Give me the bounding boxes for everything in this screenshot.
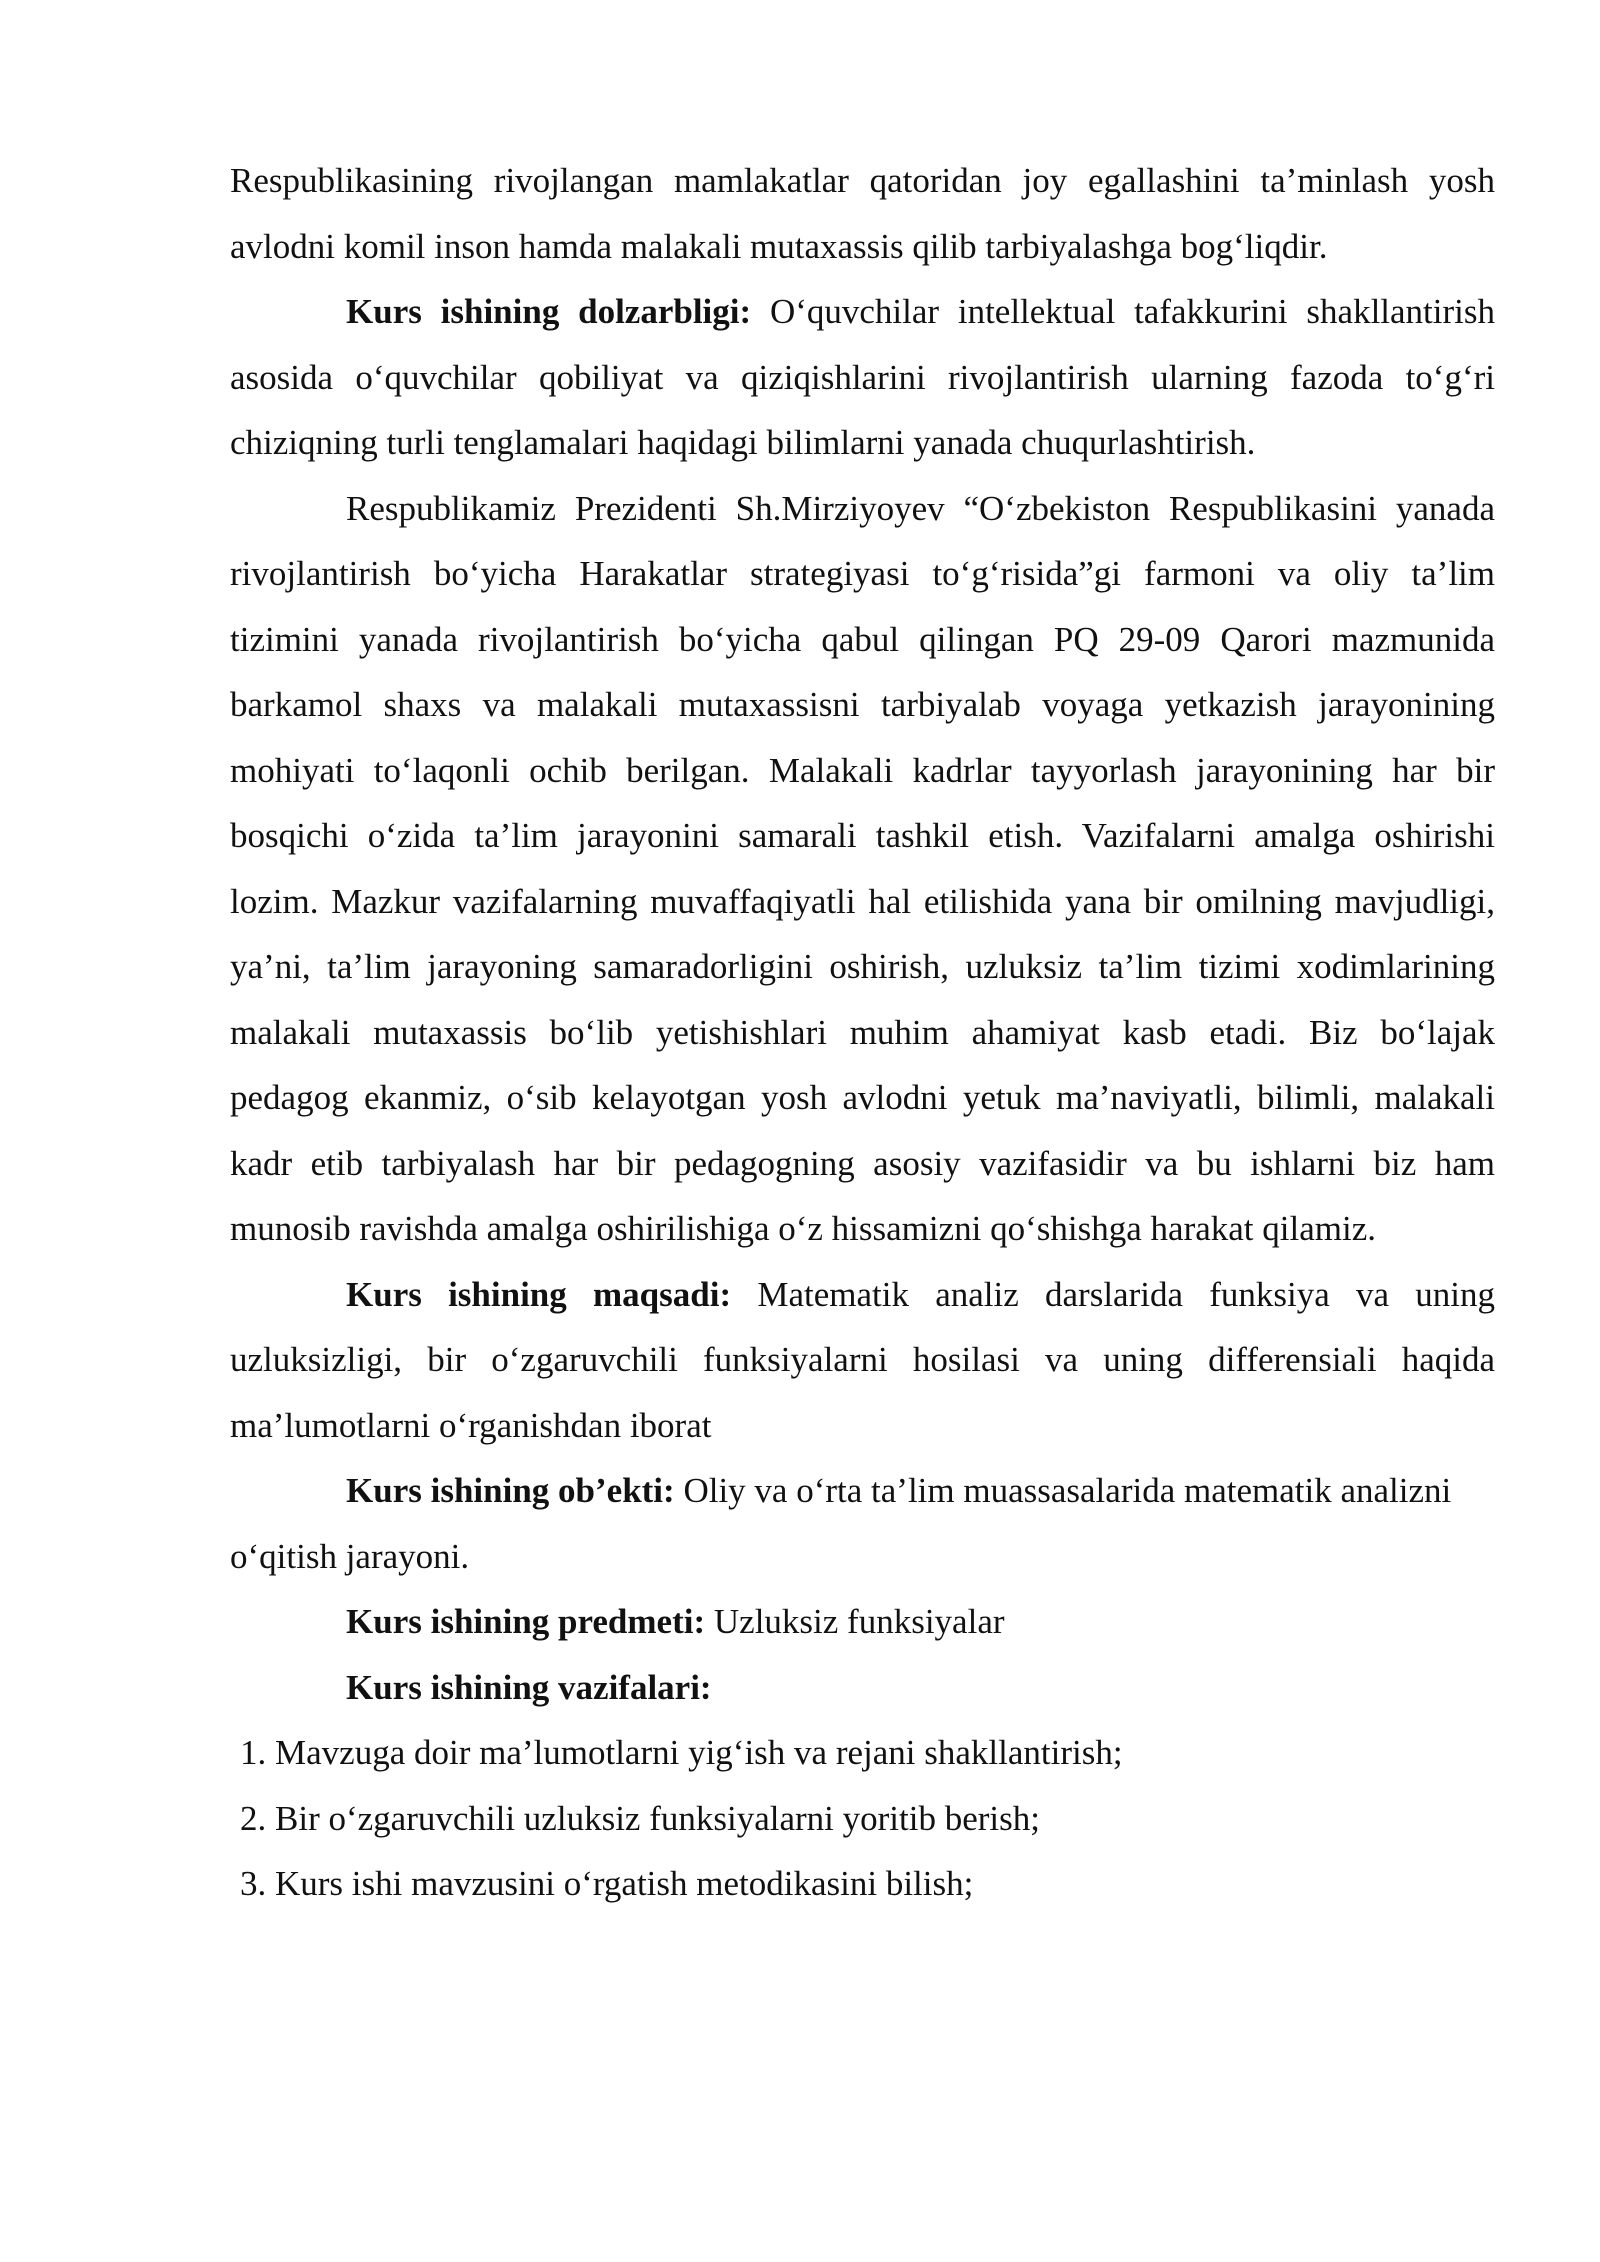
subject-paragraph <box>230 1589 1495 1655</box>
intro-paragraph: Respublikasining rivojlangan mamlakatlar qatoridan joy egallashini ta’minlash yosh avlodni komil inson hamda malakali mutaxassis qilib tarbiyalashga bog‘liqdir. <box>230 161 1495 266</box>
relevance-heading: Kurs ishining dolzarbligi: <box>346 292 752 331</box>
subject-heading: Kurs ishining predmeti: <box>346 1602 706 1641</box>
subject-text: Uzluksiz funksiyalar <box>713 1602 1005 1641</box>
list-item: 1. Mavzuga doir ma’lumotlarni yig‘ish va rejani shakllantirish; <box>240 1733 1123 1772</box>
document-page <box>230 148 1495 1917</box>
goal-text: Matematik analiz darslarida funksiya va uning uzluksizligi, bir o‘zgaruvchili funksiyalarni hosilasi va uning differensiali haqida ma’lumotlarni o‘rganishdan iborat <box>230 1274 1496 1445</box>
tasks-list <box>230 1720 1495 1917</box>
list-item: 2. Bir o‘zgaruvchili uzluksiz funksiyalarni yoritib berish; <box>240 1798 1040 1838</box>
object-text: Oliy va o‘rta ta’lim muassasalarida matematik analizni o‘qitish jarayoni. <box>230 1471 1452 1576</box>
goal-paragraph <box>230 1262 1495 1459</box>
relevance-paragraph <box>230 279 1495 476</box>
president-paragraph: Respublikamiz Prezidenti Sh.Mirziyoyev “O‘zbekiston Respublikasini yanada rivojlantirish bo‘yicha Harakatlar strategiyasi to‘g‘risida”gi farmoni va oliy ta’lim tizimini yanada rivojlantirish bo‘yicha qabul qilingan PQ 29-09 Qarori mazmunida barkamol shaxs va malakali mutaxassisni tarbiyalab voyaga yetkazish jarayonining mohiyati to‘laqonli ochib berilgan. Malakali kadrlar tayyorlash jarayonining har bir bosqichi o‘zida ta’lim jarayonini samarali tashkil etish. Vazifalarni amalga oshirishi lozim. Mazkur vazifalarning muvaffaqiyatli hal etilishida yana bir omilning mavjudligi, ya’ni, ta’lim jarayoning samaradorligini oshirish, uzluksiz ta’lim tizimi xodimlarining malakali mutaxassis bo‘lib yetishishlari muhim ahamiyat kasb etadi. Biz bo‘lajak pedagog ekanmiz, o‘sib kelayotgan yosh avlodni yetuk ma’naviyatli, bilimli, malakali kadr etib tarbiyalash har bir pedagogning asosiy vazifasidir va bu ishlarni biz ham munosib ravishda amalga oshirilishiga o‘z hissamizni qo‘shishga harakat qilamiz. <box>230 488 1495 1248</box>
object-paragraph <box>230 1458 1495 1589</box>
list-item: 3. Kurs ishi mavzusini o‘rgatish metodikasini bilish; <box>240 1864 974 1903</box>
goal-heading: Kurs ishining maqsadi: <box>346 1274 732 1314</box>
object-heading: Kurs ishining ob’ekti: <box>346 1471 675 1510</box>
relevance-text: O‘quvchilar intellektual tafakkurini shakllantirish asosida o‘quvchilar qobiliyat va qiziqishlarini rivojlantirish ularning fazoda to‘g‘ri chiziqning turli tenglamalari haqidagi bilimlarni yanada chuqurlashtirish. <box>230 292 1495 462</box>
tasks-heading: Kurs ishining vazifalari: <box>346 1667 712 1707</box>
